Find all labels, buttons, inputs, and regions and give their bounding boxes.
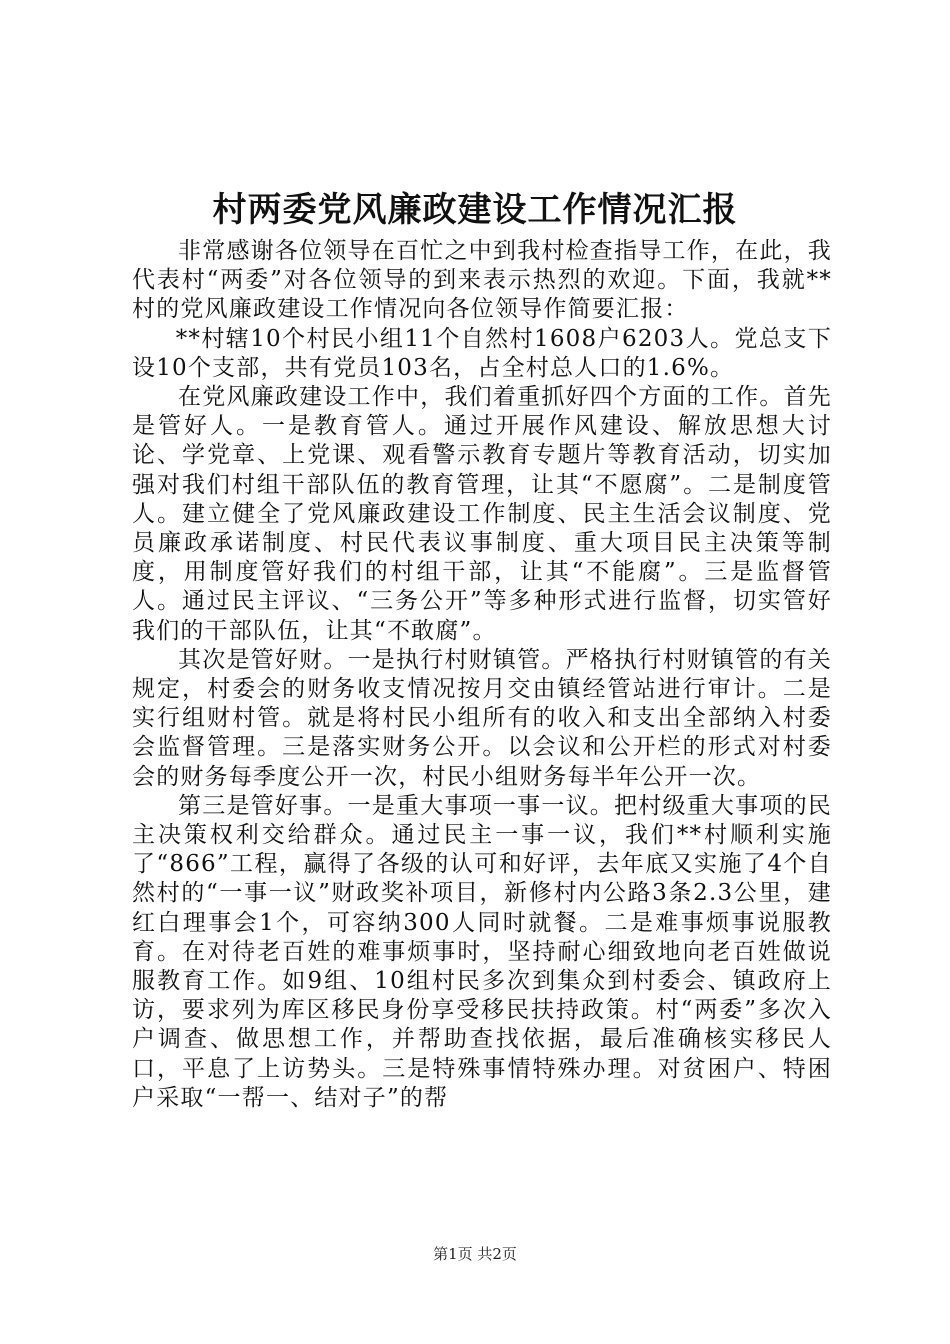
paragraph-manage-people: 在党风廉政建设工作中，我们着重抓好四个方面的工作。首先是管好人。一是教育管人。通过开展作风建设、解放思想大讨论、学党章、上党课、观看警示教育专题片等教育活动，切实加强对我们村组干部队伍的教育管理，让其“不愿腐”。二是制度管人。建立健全了党风廉政建设工作制度、民主生活会议制度、党员廉政承诺制度、村民代表议事制度、重大项目民主决策等制度，用制度管好我们的村组干部，让其“不能腐”。三是监督管人。通过民主评议、“三务公开”等多种形式进行监督，切实管好我们的干部队伍，让其“不敢腐”。: [132, 384, 832, 644]
page-number-footer: 第1页 共2页: [433, 1245, 517, 1263]
paragraph-village-overview: **村辖10个村民小组11个自然村1608户6203人。党总支下设10个支部，共有党员103名，占全村总人口的1.6%。: [132, 325, 832, 381]
document-title: 村两委党风廉政建设工作情况汇报: [212, 190, 738, 230]
paragraph-intro: 非常感谢各位领导在百忙之中到我村检查指导工作，在此，我代表村“两委”对各位领导的到来表示热烈的欢迎。下面，我就**村的党风廉政建设工作情况向各位领导作简要汇报：: [132, 238, 832, 323]
paragraph-manage-affairs: 第三是管好事。一是重大事项一事一议。把村级重大事项的民主决策权利交给群众。通过民主一事一议，我们**村顺利实施了“866”工程，赢得了各级的认可和好评，去年底又实施了4个自然村的“一事一议”财政奖补项目，新修村内公路3条2.3公里，建红白理事会1个，可容纳300人同时就餐。二是难事烦事说服教育。在对待老百姓的难事烦事时，坚持耐心细致地向老百姓做说服教育工作。如9组、10组村民多次到集众到村委会、镇政府上访，要求列为库区移民身份享受移民扶持政策。村“两委”多次入户调查、做思想工作，并帮助查找依据，最后准确核实移民人口，平息了上访势头。三是特殊事情特殊办理。对贫困户、特困户采取“一帮一、结对子”的帮: [132, 792, 832, 1111]
paragraph-manage-finance: 其次是管好财。一是执行村财镇管。严格执行村财镇管的有关规定，村委会的财务收支情况按月交由镇经管站进行审计。二是实行组财村管。就是将村民小组所有的收入和支出全部纳入村委会监督管理。三是落实财务公开。以会议和公开栏的形式对村委会的财务每季度公开一次，村民小组财务每半年公开一次。: [132, 646, 832, 790]
document-body: [132, 237, 832, 1113]
